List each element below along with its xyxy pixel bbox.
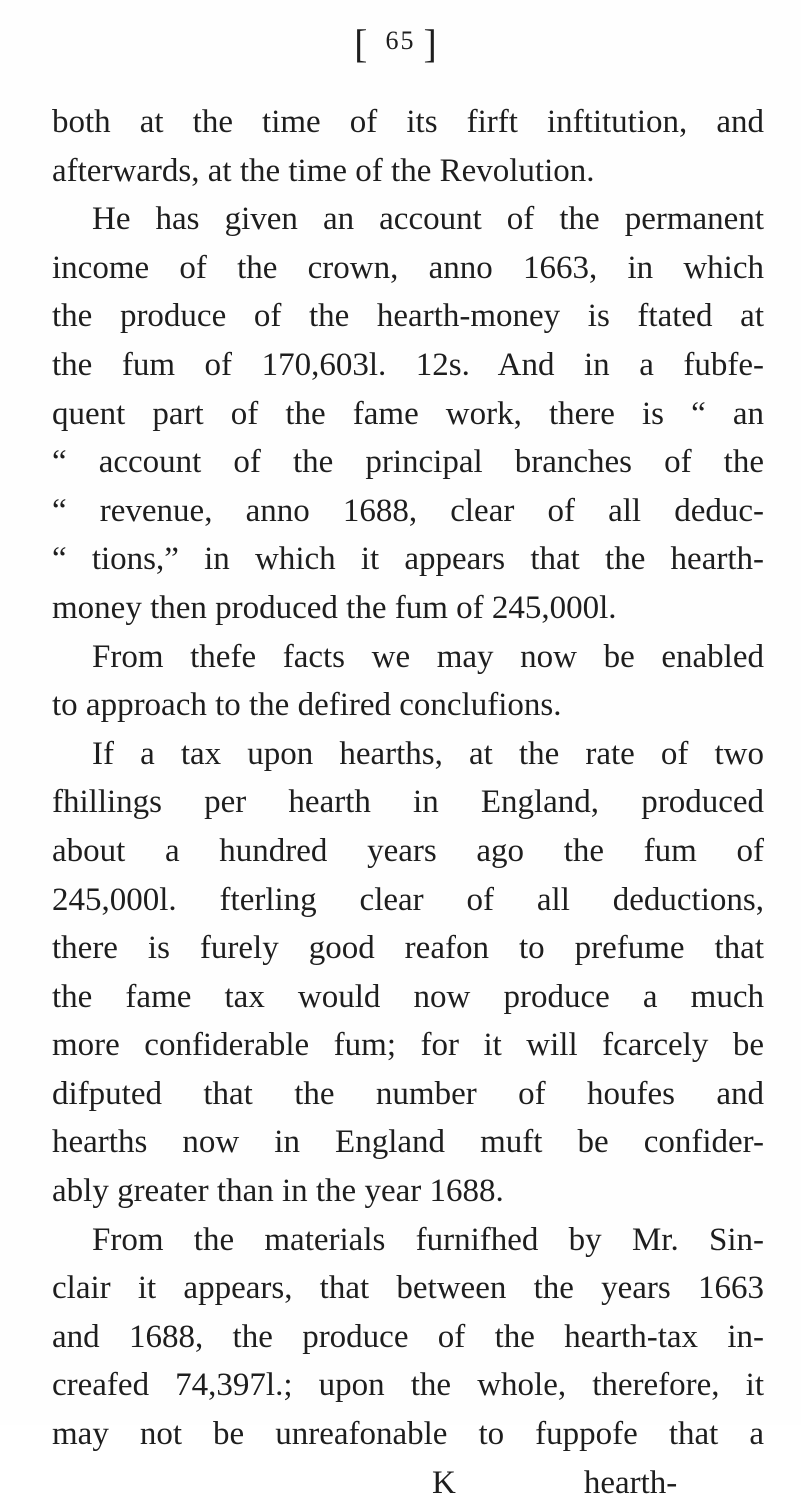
paragraph-start-line: If a tax upon hearths, at the rate of two (92, 735, 764, 772)
text-line: “ tions,” in which it appears that the hearth- (52, 541, 764, 578)
text-line: to approach to the defired conclufions. (52, 687, 562, 724)
catchword: hearth- (583, 1464, 678, 1501)
text-line: about a hundred years ago the fum of (52, 832, 764, 869)
page-number-header (0, 16, 801, 69)
text-line: there is furely good reafon to prefume that (52, 930, 764, 967)
text-line: money then produced the fum of 245,000l. (52, 589, 617, 626)
text-line: 245,000l. fterling clear of all deductions, (52, 881, 764, 918)
body-text (52, 98, 764, 1507)
page-number: 65 (385, 26, 416, 55)
text-line: fhillings per hearth in England, produced (52, 784, 764, 821)
text-line: clair it appears, that between the years 1663 (52, 1270, 764, 1307)
signature-line (52, 1459, 764, 1507)
text-line: hearths now in England muft be confider- (52, 1124, 764, 1161)
text-line: the fame tax would now produce a much (52, 978, 764, 1015)
text-line: afterwards, at the time of the Revolution. (52, 152, 595, 189)
text-line: the produce of the hearth-money is ftated at (52, 298, 764, 335)
text-line: income of the crown, anno 1663, in which (52, 249, 764, 286)
text-line: and 1688, the produce of the hearth-tax in- (52, 1318, 764, 1355)
text-line: quent part of the fame work, there is “ an (52, 395, 764, 432)
paragraph-start-line: From thefe facts we may now be enabled (92, 638, 764, 675)
text-line: more confiderable fum; for it will fcarcely be (52, 1027, 764, 1064)
bracket-close: ] (423, 21, 447, 66)
text-line: the fum of 170,603l. 12s. And in a fubfe- (52, 346, 764, 383)
text-line: may not be unreafonable to fuppofe that a (52, 1416, 764, 1453)
text-line: “ account of the principal branches of the (52, 444, 764, 481)
text-line: difputed that the number of houfes and (52, 1075, 764, 1112)
text-line: ably greater than in the year 1688. (52, 1173, 504, 1210)
text-line: both at the time of its firft inftitution, and (52, 104, 764, 140)
text-line: creafed 74,397l.; upon the whole, therefore, it (52, 1367, 764, 1404)
text-line: “ revenue, anno 1688, clear of all deduc- (52, 492, 764, 529)
bracket-open: [ (354, 21, 378, 66)
paragraph-start-line: From the materials furnifhed by Mr. Sin- (92, 1221, 764, 1258)
signature-mark: K (432, 1464, 456, 1501)
paragraph-start-line: He has given an account of the permanent (92, 201, 764, 238)
